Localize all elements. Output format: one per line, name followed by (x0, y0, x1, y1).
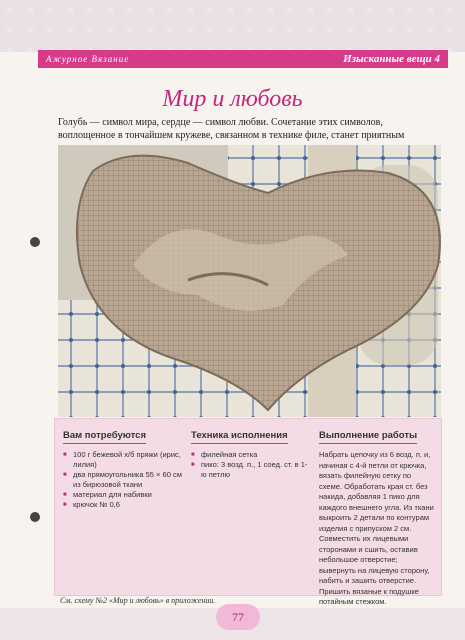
pillow-photo (58, 145, 441, 417)
binder-hole-icon (30, 512, 40, 522)
issue-title: Изысканные вещи 4 (343, 53, 440, 65)
materials-column (63, 425, 183, 510)
page-title: Мир и любовь (162, 86, 303, 112)
page-number: 77 (216, 604, 260, 630)
pillow-photo-illustration (58, 145, 441, 417)
materials-title: Вам потребуются (63, 430, 146, 444)
list-item: ■ 100 г бежевой х/б пряжи (ирис, лилия) (73, 450, 183, 470)
intro-text: Голубь — символ мира, сердце — символ любви. Сочетание этих символов, воплощенное в тончайшем кружеве, связанном в технике филе, станет приятным (58, 117, 405, 141)
magazine-name: Ажурное Вязание (46, 54, 130, 64)
execution-text: Набрать цепочку из 6 возд. п. и, начиная с 4-й петли от крючка, вязать филейную сетку по схеме. Обработать края ст. без накида, добавляя 1 пико для каждого внешнего угла. Из ткани выкроить 2 детали по контурам изделия с припуском 2 см. Совместить их лицевыми сторонами и сшить, оставив небольшое отверстие; вывернуть на лицевую сторону, набить и зашить отверстие. Пришить вязаные к подушке потайным стежком. (319, 450, 434, 606)
header-band (38, 50, 448, 68)
technique-column (191, 425, 309, 480)
execution-title: Выполнение работы (319, 430, 417, 444)
list-item: ■ крючок № 0,6 (73, 500, 183, 510)
list-item: ■ пико: 3 возд. п., 1 соед. ст. в 1-ю петлю (201, 460, 309, 480)
list-item: ■ два прямоугольника 55 × 60 см из бирюзовой ткани (73, 470, 183, 490)
list-item: ■ филейная сетка (201, 450, 309, 460)
execution-column (319, 425, 435, 608)
list-item: ■ материал для набивки (73, 490, 183, 500)
footer-note: См. схему №2 «Мир и любовь» в приложении. (60, 596, 216, 605)
binder-hole-icon (30, 237, 40, 247)
lace-border (0, 0, 465, 52)
technique-title: Техника исполнения (191, 430, 288, 444)
